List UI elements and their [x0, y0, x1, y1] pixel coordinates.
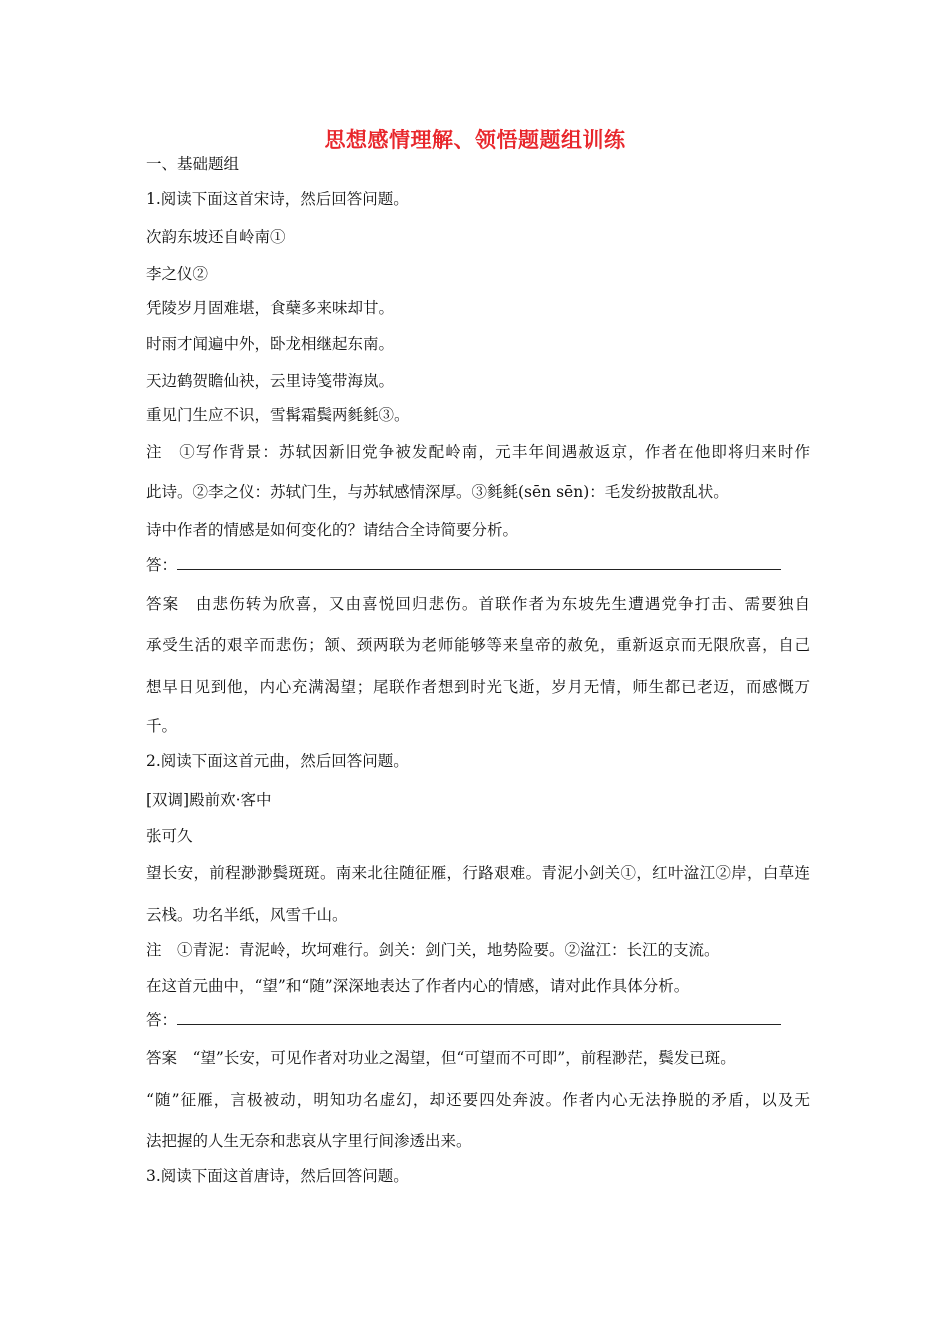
q2-author: 张可久	[146, 827, 193, 845]
answer-blank-line	[177, 555, 781, 570]
q3-prompt: 3.阅读下面这首唐诗，然后回答问题。	[146, 1167, 409, 1185]
q2-answer-field[interactable]	[146, 1010, 810, 1030]
q1-poem-line: 天边鹤贺瞻仙袂，云里诗笺带海岚。	[146, 372, 395, 390]
answer-blank-line	[177, 1010, 781, 1025]
q2-poem-title: [双调]殿前欢·客中	[146, 791, 272, 809]
q2-answer-line: “随”征雁，言极被动，明知功名虚幻，却还要四处奔波。作者内心无法挣脱的矛盾，以及无	[146, 1091, 810, 1109]
q1-poem-line: 时雨才闻遍中外，卧龙相继起东南。	[146, 335, 395, 353]
q2-text-line: 望长安，前程渺渺鬓斑斑。南来北往随征雁，行路艰难。青泥小剑关①，红叶湓江②岸，白草连	[146, 864, 810, 882]
document-title: 思想感情理解、领悟题题组训练	[324, 127, 626, 152]
q1-answer-line: 答案 由悲伤转为欣喜，又由喜悦回归悲伤。首联作者为东坡先生遭遇党争打击、需要独自	[146, 595, 810, 613]
q1-poem-line: 凭陵岁月固难堪，食蘖多来味却甘。	[146, 299, 395, 317]
q1-answer-field[interactable]	[146, 555, 810, 575]
answer-label: 答：	[146, 556, 178, 574]
q1-answer-line: 千。	[146, 717, 178, 735]
q2-answer-line: 法把握的人生无奈和悲哀从字里行间渗透出来。	[146, 1132, 472, 1150]
q1-poem-title: 次韵东坡还自岭南①	[146, 228, 286, 246]
q2-note: 注 ①青泥：青泥岭，坎坷难行。剑关：剑门关，地势险要。②湓江：长江的支流。	[146, 941, 720, 959]
q2-prompt: 2.阅读下面这首元曲，然后回答问题。	[146, 752, 409, 770]
q2-question: 在这首元曲中，“望”和“随”深深地表达了作者内心的情感，请对此作具体分析。	[146, 977, 690, 995]
q1-question: 诗中作者的情感是如何变化的？请结合全诗简要分析。	[146, 521, 519, 539]
q1-answer-line: 承受生活的艰辛而悲伤；颔、颈两联为老师能够等来皇帝的赦免，重新返京而无限欣喜，自己	[146, 636, 810, 654]
answer-label: 答：	[146, 1011, 178, 1029]
q1-answer-line: 想早日见到他，内心充满渴望；尾联作者想到时光飞逝，岁月无情，师生都已老迈，而感慨万	[146, 678, 810, 696]
q2-text-line: 云栈。功名半纸，风雪千山。	[146, 906, 348, 924]
q1-prompt: 1.阅读下面这首宋诗，然后回答问题。	[146, 190, 409, 208]
section-heading: 一、基础题组	[146, 155, 240, 173]
q1-note-line: 此诗。②李之仪：苏轼门生，与苏轼感情深厚。③毵毵(sēn sēn)：毛发纷披散乱状。	[146, 483, 729, 501]
q1-poem-line: 重见门生应不识，雪髯霜鬓两毵毵③。	[146, 406, 410, 424]
q1-note-line: 注 ①写作背景：苏轼因新旧党争被发配岭南，元丰年间遇赦返京，作者在他即将归来时作	[146, 443, 810, 461]
q1-author: 李之仪②	[146, 265, 209, 283]
q2-answer-line: 答案 “望”长安，可见作者对功业之渴望，但“可望而不可即”，前程渺茫，鬓发已斑。	[146, 1049, 736, 1067]
